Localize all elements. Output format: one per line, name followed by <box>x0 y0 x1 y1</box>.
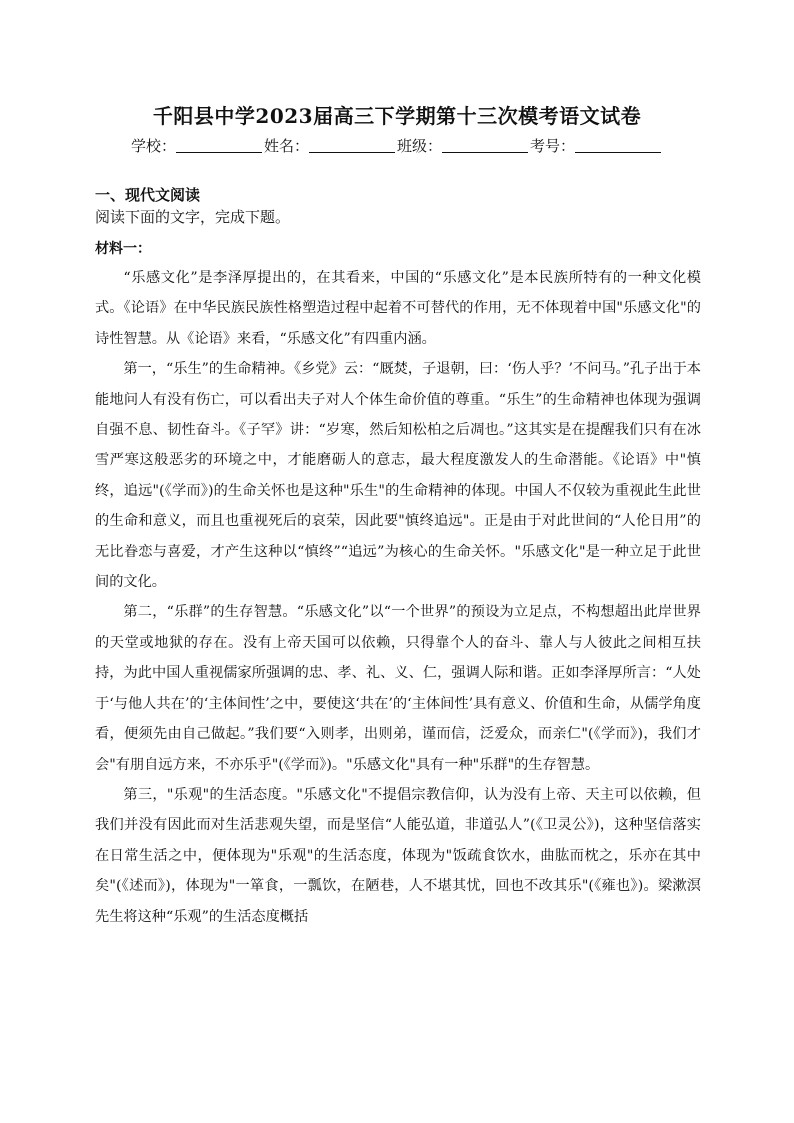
name-blank <box>309 138 395 153</box>
paragraph: “乐感文化”是李泽厚提出的，在其看来，中国的“乐感文化”是本民族所特有的一种文化模式。《论语》在中华民族民族性格塑造过程中起着不可替代的作用，无不体现着中国"乐感文化"的诗性智慧。从《论语》来看，“乐感文化”有四重内涵。 <box>95 270 701 347</box>
paragraph: 第三，"乐观"的生活态度。"乐感文化"不提倡宗教信仰，认为没有上帝、天主可以依赖，但我们并没有因此而对生活悲观失望，而是坚信“人能弘道，非道弘人”(《卫灵公》)，这种坚信落实在日常生活之中，便体现为"乐观"的生活态度，体现为"饭疏食饮水，曲肱而枕之，乐亦在其中矣"(《述而》)，体现为"一箪食，一瓢饮，在陋巷，人不堪其忧，回也不改其乐"(《雍也》)。梁漱溟先生将这种“乐观”的生活态度概括 <box>95 786 701 925</box>
exam-title: 千阳县中学2023届高三下学期第十三次模考语文试卷 <box>152 104 642 128</box>
class-blank <box>442 138 528 153</box>
reading-instruction: 阅读下面的文字，完成下题。 <box>95 208 291 226</box>
exam-number-label: 考号： <box>530 137 576 155</box>
name-label: 姓名： <box>263 137 309 155</box>
section-heading: 一、现代文阅读 <box>95 186 201 204</box>
material-body <box>95 263 701 932</box>
exam-number-blank <box>575 138 661 153</box>
material-heading: 材料一： <box>95 241 151 257</box>
student-info-row <box>0 135 794 156</box>
paragraph: 第一，“乐生”的生命精神。《乡党》云：“厩焚，子退朝，曰：‘伤人乎？’不问马。”孔子出于本能地问人有没有伤亡，可以看出夫子对人个体生命价值的尊重。“乐生”的生命精神也体现为强调自强不息、韧性奋斗。《子罕》讲：“岁寒，然后知松柏之后凋也。”这其实是在提醒我们只有在冰雪严寒这般恶劣的环境之中，才能磨砺人的意志，最大程度激发人的生命潜能。《论语》中"慎终，追远"(《学而》)的生命关怀也是这种"乐生"的生命精神的体现。中国人不仅较为重视此生此世的生命和意义，而且也重视死后的哀荣，因此要"慎终追远"。正是由于对此世间的“人伦日用”的无比眷恋与喜爱，才产生这种以“慎终”“追远”为核心的生命关怀。"乐感文化"是一种立足于此世间的文化。 <box>95 361 701 591</box>
class-label: 班级： <box>397 137 443 155</box>
school-blank <box>176 138 262 153</box>
school-label: 学校： <box>130 137 176 155</box>
paragraph: 第二，“乐群”的生存智慧。“乐感文化”以“一个世界”的预设为立足点，不构想超出此岸世界的天堂或地狱的存在。没有上帝天国可以依赖，只得靠个人的奋斗、靠人与人彼此之间相互扶持，为此中国人重视儒家所强调的忠、孝、礼、义、仁，强调人际和谐。正如李泽厚所言：“人处于‘与他人共在’的‘主体间性’之中，要使这‘共在’的‘主体间性’具有意义、价值和生命，从儒学角度看，便须先由自己做起。”我们要“入则孝，出则弟，谨而信，泛爱众，而亲仁"(《学而》)，我们才会"有朋自远方来，不亦乐乎"(《学而》)。"乐感文化"具有一种"乐群"的生存智慧。 <box>95 604 701 773</box>
